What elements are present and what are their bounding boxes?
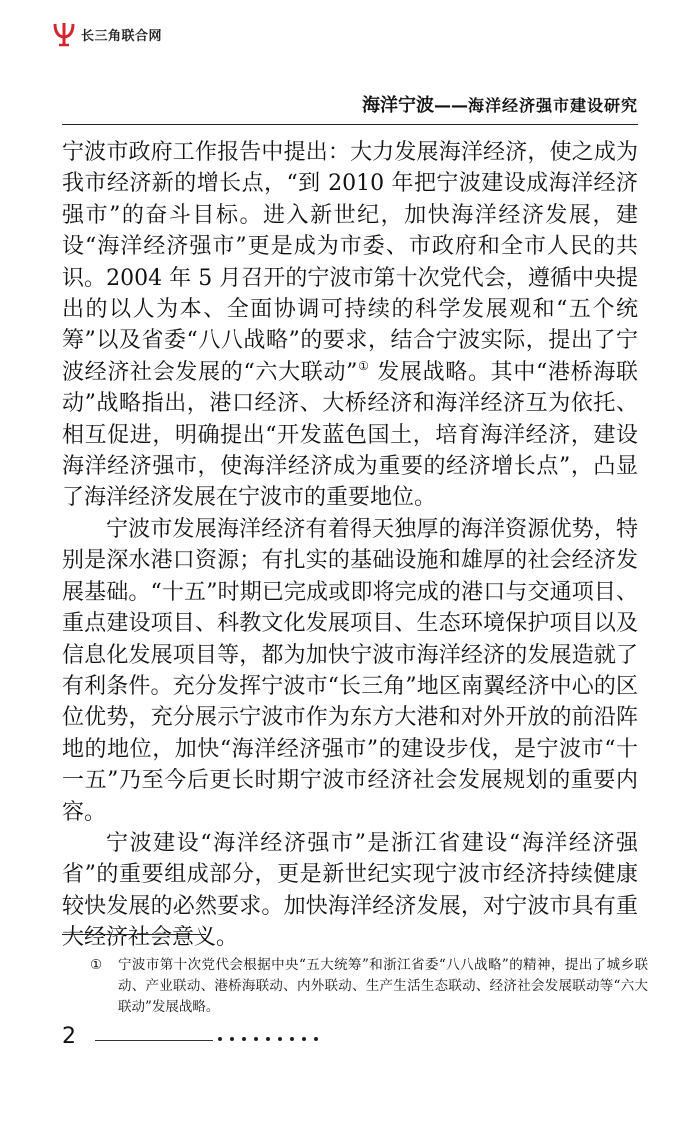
footer-dot (254, 1037, 258, 1041)
header-rule (62, 124, 638, 125)
footer-dot (278, 1037, 282, 1041)
paragraph-1-text: 宁波市政府工作报告中提出：大力发展海洋经济，使之成为我市经济新的增长点，“到 2010 年把宁波建设成海洋经济强市”的奋斗目标。进入新世纪，加快海洋经济发展，建设“海洋经济强市”更是成为市委、市政府和全市人民的共识。2004 年 5 月召开的宁波市第十次党代会，遵循中央提出的以人为本、全面协调可持续的科学发展观和“五个统筹”以及省委“八八战略”的要求，结合宁波实际，提出了宁波经济社会发展的“六大联动” (62, 140, 638, 385)
footer-dot (314, 1037, 318, 1041)
paragraph-2: 宁波市发展海洋经济有着得天独厚的海洋资源优势，特别是深水港口资源；有扎实的基础设施和雄厚的社会经济发展基础。“十五”时期已完成或即将完成的港口与交通项目、重点建设项目、科教文化发展项目、生态环境保护项目以及信息化发展项目等，都为加快宁波市海洋经济的发展造就了有利条件。充分发挥宁波市“长三角”地区南翼经济中心的区位优势，充分展示宁波市作为东方大港和对外开放的前沿阵地的地位，加快“海洋经济强市”的建设步伐，是宁波市“十一五”乃至今后更长时期宁波市经济社会发展规划的重要内容。 (62, 516, 638, 825)
footnote-rule (62, 934, 206, 935)
footnote (90, 955, 648, 1018)
site-logo-text: 长三角联合网 (81, 28, 163, 44)
header-dash: —— (433, 96, 468, 116)
paragraph-3: 宁波建设“海洋经济强市”是浙江省建设“海洋经济强省”的重要组成部分，更是新世纪实现宁波市经济持续健康较快发展的必然要求。加快海洋经济发展，对宁波市具有重大经济社会意义。 (62, 830, 638, 951)
footer-dots (218, 1031, 318, 1047)
footer-dot (302, 1037, 306, 1041)
footer-dot (266, 1037, 270, 1041)
main-text (62, 137, 638, 954)
running-header (62, 91, 638, 117)
trident-logo-icon (52, 21, 76, 47)
page-number: 2 (62, 1024, 76, 1049)
header-title: 海洋宁波 (361, 95, 434, 116)
site-logo[interactable] (52, 20, 162, 48)
paragraph-1 (62, 137, 638, 514)
footnote-mark: ① (90, 957, 103, 973)
footnote-text: 宁波市第十次党代会根据中央“五大统筹”和浙江省委“八八战略”的精神，提出了城乡联动、产业联动、港桥海联动、内外联动、生产生活生态联动、经济社会发展联动等“六大联动”发展战略。 (118, 957, 648, 1015)
footer-dot (290, 1037, 294, 1041)
footer-dot (242, 1037, 246, 1041)
footer-dot (230, 1037, 234, 1041)
footer-dot (218, 1037, 222, 1041)
footnote-reference[interactable]: ① (357, 358, 370, 373)
footer-rule (95, 1040, 213, 1041)
header-subtitle: 海洋经济强市建设研究 (467, 96, 638, 115)
paragraph-1-continuation: 发展战略。其中“港桥海联动”战略指出，港口经济、大桥经济和海洋经济互为依托、相互促进，明确提出“开发蓝色国土，培育海洋经济，建设海洋经济强市，使海洋经济成为重要的经济增长点”，凸显了海洋经济发展在宁波市的重要地位。 (62, 359, 639, 511)
